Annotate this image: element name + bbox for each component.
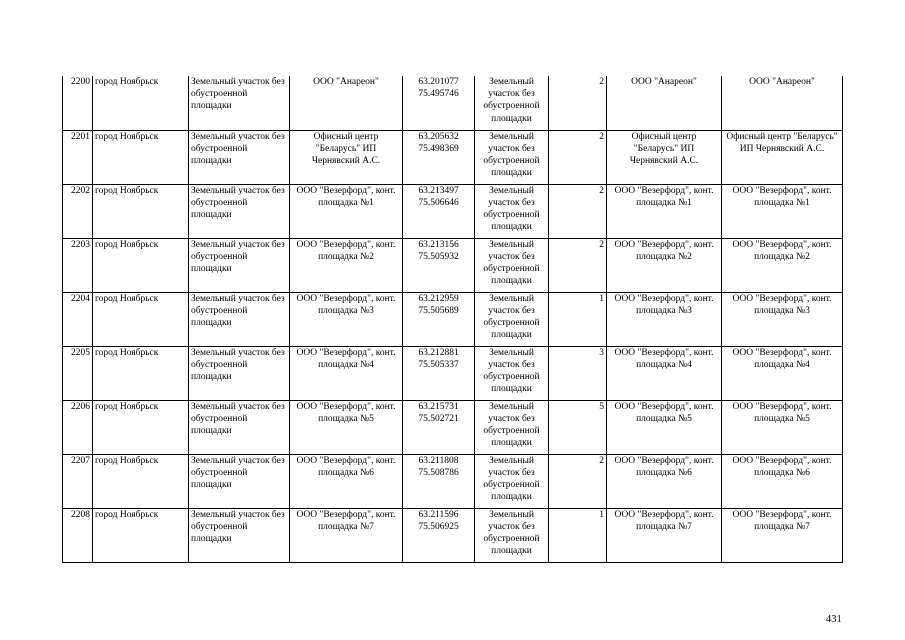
site-description-cell: Земельный участок без обустроенной площадки	[475, 238, 549, 292]
row-number: 2205	[63, 346, 93, 400]
city-cell: город Ноябрьск	[93, 454, 189, 508]
operator-cell: ООО "Везерфорд", конт. площадка №3	[607, 292, 722, 346]
table-row	[63, 238, 843, 292]
operator-cell: ООО "Везерфорд", конт. площадка №5	[607, 400, 722, 454]
waste-source-cell: ООО "Анареон"	[722, 76, 843, 130]
owner-cell: ООО "Везерфорд", конт. площадка №3	[290, 292, 403, 346]
site-description-cell: Земельный участок без обустроенной площадки	[475, 346, 549, 400]
waste-source-cell: ООО "Везерфорд", конт. площадка №2	[722, 238, 843, 292]
site-type-cell: Земельный участок без обустроенной площадки	[189, 508, 290, 562]
container-count-cell: 3	[549, 346, 607, 400]
container-count-cell: 2	[549, 130, 607, 184]
operator-cell: ООО "Везерфорд", конт. площадка №6	[607, 454, 722, 508]
owner-cell: ООО "Анареон"	[290, 76, 403, 130]
site-type-cell: Земельный участок без обустроенной площадки	[189, 292, 290, 346]
container-count-cell: 2	[549, 76, 607, 130]
site-type-cell: Земельный участок без обустроенной площадки	[189, 454, 290, 508]
waste-source-cell: ООО "Везерфорд", конт. площадка №3	[722, 292, 843, 346]
table-row	[63, 346, 843, 400]
table-row	[63, 184, 843, 238]
site-description-cell: Земельный участок без обустроенной площадки	[475, 400, 549, 454]
site-type-cell: Земельный участок без обустроенной площадки	[189, 184, 290, 238]
waste-source-cell: ООО "Везерфорд", конт. площадка №6	[722, 454, 843, 508]
row-number: 2202	[63, 184, 93, 238]
container-count-cell: 2	[549, 454, 607, 508]
site-description-cell: Земельный участок без обустроенной площадки	[475, 184, 549, 238]
coordinates-cell: 63.215731 75.502721	[403, 400, 475, 454]
owner-cell: ООО "Везерфорд", конт. площадка №5	[290, 400, 403, 454]
operator-cell: ООО "Везерфорд", конт. площадка №7	[607, 508, 722, 562]
city-cell: город Ноябрьск	[93, 346, 189, 400]
waste-source-cell: Офисный центр "Беларусь" ИП Чернявский А.С.	[722, 130, 843, 184]
coordinates-cell: 63.201077 75.495746	[403, 76, 475, 130]
row-number: 2204	[63, 292, 93, 346]
table-row	[63, 454, 843, 508]
table-row	[63, 292, 843, 346]
owner-cell: Офисный центр "Беларусь" ИП Чернявский А.С.	[290, 130, 403, 184]
row-number: 2200	[63, 76, 93, 130]
owner-cell: ООО "Везерфорд", конт. площадка №6	[290, 454, 403, 508]
container-count-cell: 2	[549, 184, 607, 238]
waste-source-cell: ООО "Везерфорд", конт. площадка №7	[722, 508, 843, 562]
operator-cell: ООО "Анареон"	[607, 76, 722, 130]
city-cell: город Ноябрьск	[93, 184, 189, 238]
site-type-cell: Земельный участок без обустроенной площадки	[189, 130, 290, 184]
site-description-cell: Земельный участок без обустроенной площадки	[475, 454, 549, 508]
coordinates-cell: 63.213497 75.506646	[403, 184, 475, 238]
coordinates-cell: 63.205632 75.498369	[403, 130, 475, 184]
coordinates-cell: 63.211808 75.508786	[403, 454, 475, 508]
waste-source-cell: ООО "Везерфорд", конт. площадка №4	[722, 346, 843, 400]
coordinates-cell: 63.212959 75.505689	[403, 292, 475, 346]
operator-cell: Офисный центр "Беларусь" ИП Чернявский А.С.	[607, 130, 722, 184]
operator-cell: ООО "Везерфорд", конт. площадка №1	[607, 184, 722, 238]
site-description-cell: Земельный участок без обустроенной площадки	[475, 292, 549, 346]
owner-cell: ООО "Везерфорд", конт. площадка №2	[290, 238, 403, 292]
row-number: 2203	[63, 238, 93, 292]
site-type-cell: Земельный участок без обустроенной площадки	[189, 400, 290, 454]
city-cell: город Ноябрьск	[93, 130, 189, 184]
container-count-cell: 5	[549, 400, 607, 454]
coordinates-cell: 63.211596 75.506925	[403, 508, 475, 562]
table-row	[63, 130, 843, 184]
city-cell: город Ноябрьск	[93, 508, 189, 562]
owner-cell: ООО "Везерфорд", конт. площадка №7	[290, 508, 403, 562]
site-description-cell: Земельный участок без обустроенной площадки	[475, 76, 549, 130]
site-type-cell: Земельный участок без обустроенной площадки	[189, 76, 290, 130]
row-number: 2207	[63, 454, 93, 508]
row-number: 2208	[63, 508, 93, 562]
registry-table	[62, 76, 843, 563]
waste-source-cell: ООО "Везерфорд", конт. площадка №5	[722, 400, 843, 454]
owner-cell: ООО "Везерфорд", конт. площадка №1	[290, 184, 403, 238]
container-count-cell: 1	[549, 508, 607, 562]
waste-source-cell: ООО "Везерфорд", конт. площадка №1	[722, 184, 843, 238]
site-description-cell: Земельный участок без обустроенной площадки	[475, 130, 549, 184]
table-row	[63, 400, 843, 454]
city-cell: город Ноябрьск	[93, 400, 189, 454]
operator-cell: ООО "Везерфорд", конт. площадка №4	[607, 346, 722, 400]
table-row	[63, 508, 843, 562]
row-number: 2206	[63, 400, 93, 454]
owner-cell: ООО "Везерфорд", конт. площадка №4	[290, 346, 403, 400]
city-cell: город Ноябрьск	[93, 238, 189, 292]
site-type-cell: Земельный участок без обустроенной площадки	[189, 238, 290, 292]
operator-cell: ООО "Везерфорд", конт. площадка №2	[607, 238, 722, 292]
page-number: 431	[826, 614, 842, 625]
row-number: 2201	[63, 130, 93, 184]
site-description-cell: Земельный участок без обустроенной площадки	[475, 508, 549, 562]
city-cell: город Ноябрьск	[93, 76, 189, 130]
container-count-cell: 1	[549, 292, 607, 346]
table-row	[63, 76, 843, 130]
site-type-cell: Земельный участок без обустроенной площадки	[189, 346, 290, 400]
coordinates-cell: 63.213156 75.505932	[403, 238, 475, 292]
city-cell: город Ноябрьск	[93, 292, 189, 346]
container-count-cell: 2	[549, 238, 607, 292]
coordinates-cell: 63.212881 75.505337	[403, 346, 475, 400]
